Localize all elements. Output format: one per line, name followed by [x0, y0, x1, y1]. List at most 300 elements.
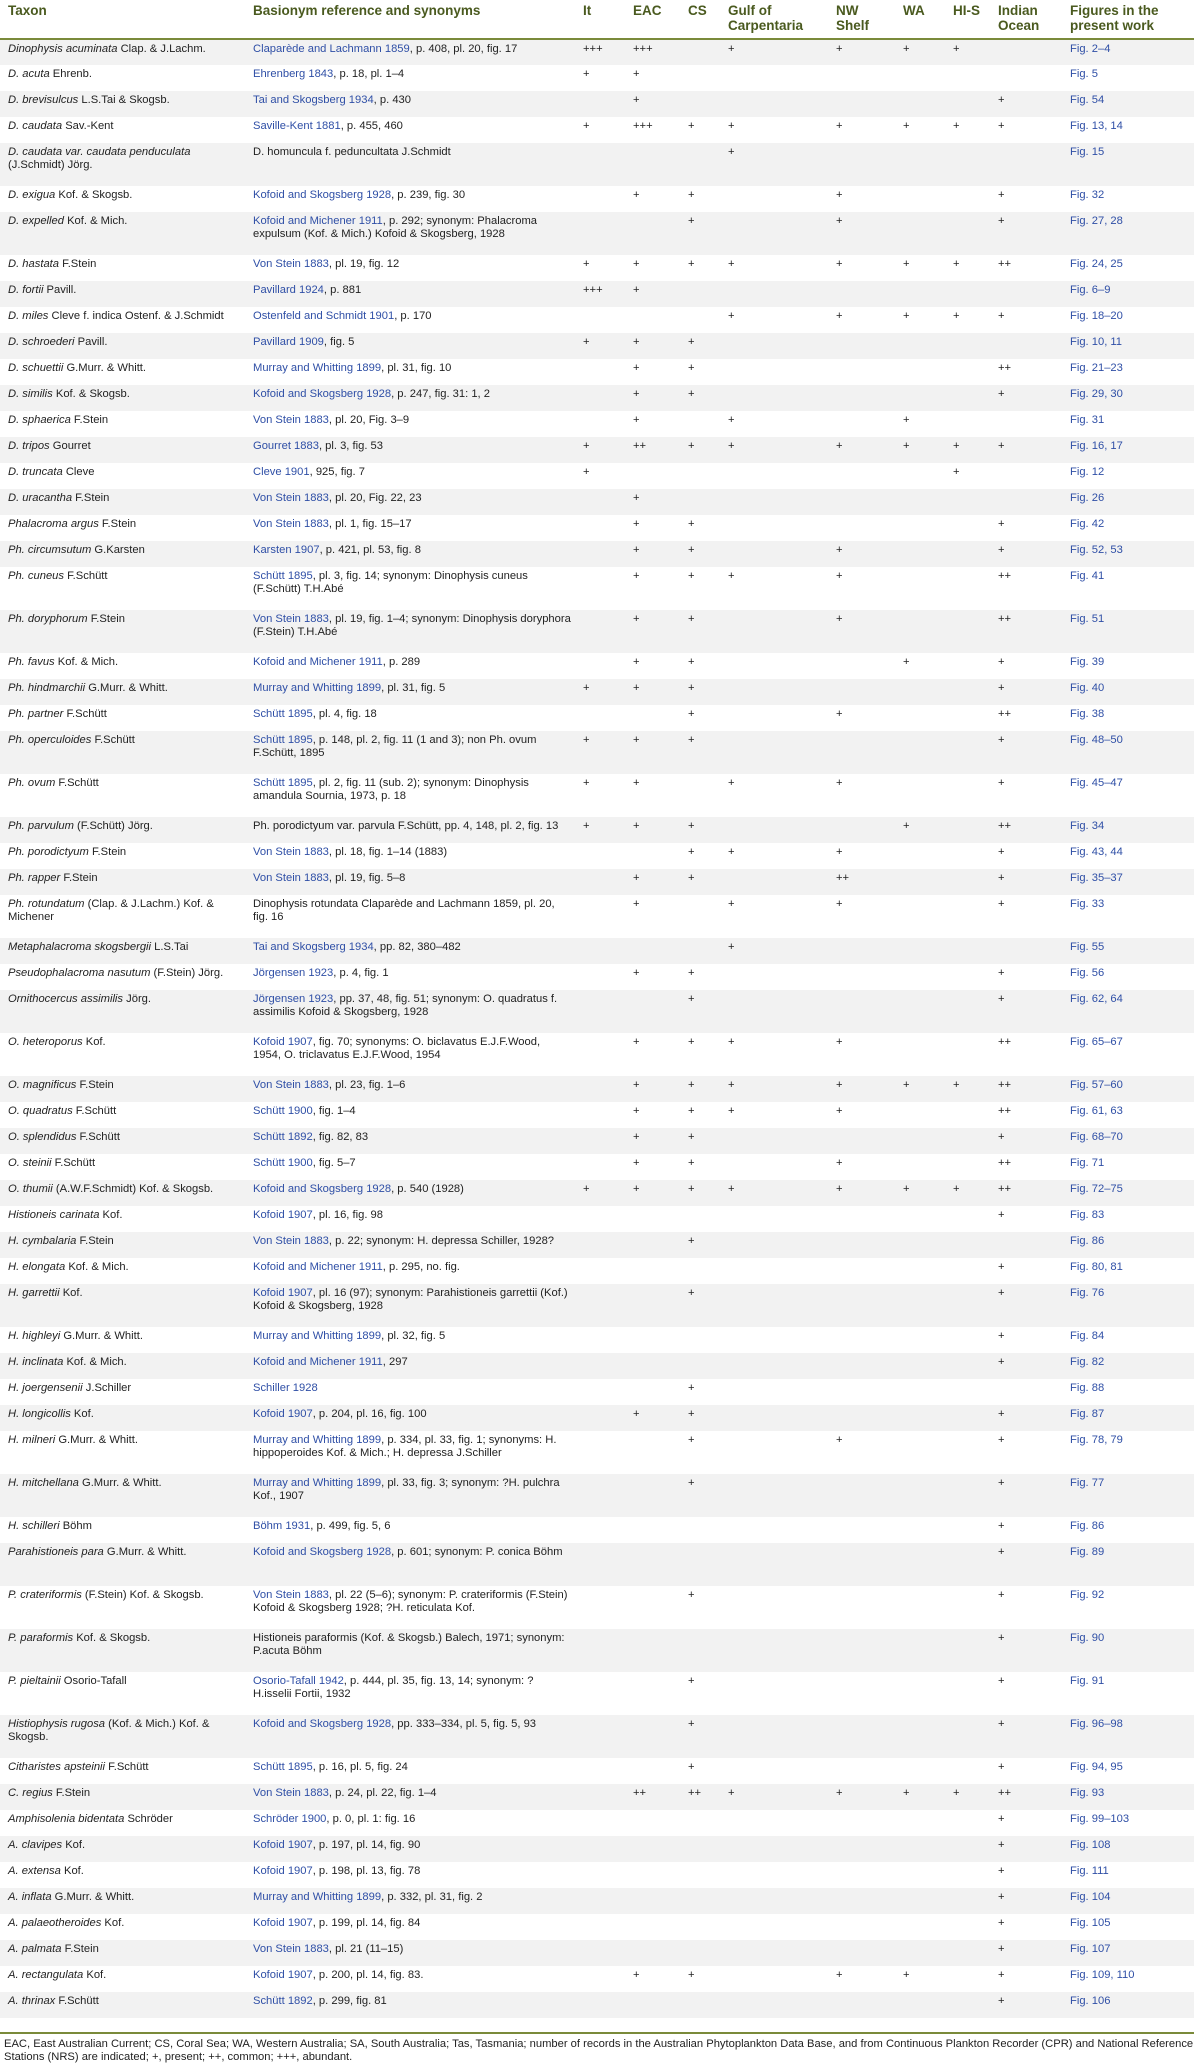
- record-cell: [720, 653, 828, 679]
- figure-link[interactable]: Fig. 6–9: [1062, 281, 1194, 307]
- record-cell: +: [990, 437, 1062, 463]
- reference-link[interactable]: Ostenfeld and Schmidt 1901: [253, 310, 395, 322]
- record-cell: [895, 1232, 945, 1258]
- record-cell: [895, 964, 945, 990]
- reference-link[interactable]: Kofoid and Michener 1911: [253, 1261, 383, 1273]
- reference-link[interactable]: Böhm 1931: [253, 1520, 311, 1532]
- record-cell: [720, 990, 828, 1033]
- taxon-author: G.Murr. & Whitt.: [58, 1434, 138, 1446]
- record-cell: [720, 212, 828, 255]
- reference-link[interactable]: Cleve 1901: [253, 466, 310, 478]
- figure-link[interactable]: Fig. 12: [1062, 463, 1194, 489]
- record-cell: [945, 489, 990, 515]
- record-cell: +: [945, 1076, 990, 1102]
- figure-link[interactable]: Fig. 2–4: [1062, 39, 1194, 65]
- record-cell: ++: [990, 1180, 1062, 1206]
- table-row: [0, 385, 1194, 411]
- record-cell: +: [625, 1128, 680, 1154]
- reference-detail: , pl. 32, fig. 5: [381, 1330, 446, 1342]
- figure-link[interactable]: Fig. 24, 25: [1062, 255, 1194, 281]
- taxon-epithet: steinii: [22, 1157, 52, 1169]
- basionym-cell: [245, 437, 575, 463]
- record-cell: ++: [990, 610, 1062, 653]
- figure-link[interactable]: Fig. 15: [1062, 143, 1194, 186]
- figure-link[interactable]: Fig. 29, 30: [1062, 385, 1194, 411]
- figure-link[interactable]: Fig. 10, 11: [1062, 333, 1194, 359]
- taxon-author: G.Murr. & Whitt.: [88, 682, 168, 694]
- taxon-cell: [0, 186, 245, 212]
- reference-detail: , p. 170: [394, 310, 432, 322]
- reference-link[interactable]: Von Stein 1883: [253, 846, 329, 858]
- record-cell: [720, 385, 828, 411]
- figure-link[interactable]: Fig. 111: [1062, 1862, 1194, 1888]
- reference-link[interactable]: Murray and Whitting 1899: [253, 362, 382, 374]
- reference-link[interactable]: Kofoid and Michener 1911: [253, 1356, 383, 1368]
- taxon-cell: [0, 117, 245, 143]
- reference-link[interactable]: Gourret 1883: [253, 440, 319, 452]
- reference-link[interactable]: Osorio-Tafall 1942: [253, 1675, 344, 1687]
- reference-detail: , pl. 18, fig. 1–14 (1883): [328, 846, 448, 858]
- record-cell: +: [720, 143, 828, 186]
- record-cell: +: [895, 1966, 945, 1992]
- figure-link[interactable]: Fig. 107: [1062, 1940, 1194, 1966]
- record-cell: +: [625, 1102, 680, 1128]
- figure-link[interactable]: Fig. 5: [1062, 65, 1194, 91]
- table-row: [0, 964, 1194, 990]
- reference-detail: , pl. 3, fig. 53: [318, 440, 383, 452]
- reference-link[interactable]: Ehrenberg 1843: [253, 68, 334, 80]
- table-row: [0, 117, 1194, 143]
- figure-link[interactable]: Fig. 106: [1062, 1992, 1194, 2018]
- reference-detail: , p. 18, pl. 1–4: [333, 68, 405, 80]
- record-cell: +: [680, 385, 720, 411]
- record-cell: +: [828, 567, 895, 610]
- figure-link[interactable]: Fig. 92: [1062, 1586, 1194, 1629]
- basionym-cell: [245, 653, 575, 679]
- record-cell: +: [990, 541, 1062, 567]
- record-cell: +: [720, 1076, 828, 1102]
- reference-link[interactable]: Karsten 1907: [253, 544, 320, 556]
- figure-link[interactable]: Fig. 105: [1062, 1914, 1194, 1940]
- figure-link[interactable]: Fig. 40: [1062, 679, 1194, 705]
- figure-link[interactable]: Fig. 16, 17: [1062, 437, 1194, 463]
- record-cell: [945, 1284, 990, 1327]
- record-cell: +: [575, 255, 625, 281]
- record-cell: [828, 1758, 895, 1784]
- figure-link[interactable]: Fig. 108: [1062, 1836, 1194, 1862]
- taxon-epithet: skogsbergii: [94, 941, 152, 953]
- record-cell: +: [720, 307, 828, 333]
- record-cell: +: [828, 1784, 895, 1810]
- taxon-cell: [0, 869, 245, 895]
- reference-detail: , pp. 37, 48, fig. 51; synonym: O. quadratus f. assimilis Kofoid & Skogsberg, 1928: [253, 993, 558, 1018]
- figure-link[interactable]: Fig. 57–60: [1062, 1076, 1194, 1102]
- col-header-nw-shelf: NW Shelf: [828, 0, 895, 39]
- reference-link[interactable]: Kofoid and Skogsberg 1928: [253, 388, 392, 400]
- figure-link[interactable]: Fig. 13, 14: [1062, 117, 1194, 143]
- figure-link[interactable]: Fig. 54: [1062, 91, 1194, 117]
- record-cell: [828, 385, 895, 411]
- record-cell: [680, 1206, 720, 1232]
- reference-detail: , p. 148, pl. 2, fig. 11 (1 and 3); non Ph. ovum F.Schütt, 1895: [253, 734, 537, 759]
- record-cell: [895, 1940, 945, 1966]
- figure-link[interactable]: Fig. 35–37: [1062, 869, 1194, 895]
- reference-link[interactable]: Murray and Whitting 1899: [253, 1434, 382, 1446]
- record-cell: [680, 1810, 720, 1836]
- taxon-epithet: highleyi: [22, 1330, 61, 1342]
- reference-detail: , pl. 1, fig. 15–17: [328, 518, 412, 530]
- col-header-gulf: Gulf of Carpentaria: [720, 0, 828, 39]
- taxon-genus: Ph.: [8, 898, 25, 910]
- reference-link[interactable]: Jörgensen 1923: [253, 967, 334, 979]
- record-cell: [575, 1966, 625, 1992]
- record-cell: [575, 1076, 625, 1102]
- reference-link[interactable]: Pavillard 1909: [253, 336, 324, 348]
- taxon-cell: [0, 1758, 245, 1784]
- reference-link[interactable]: Von Stein 1883: [253, 1943, 329, 1955]
- taxon-epithet: mitchellana: [22, 1477, 79, 1489]
- taxon-cell: [0, 281, 245, 307]
- record-cell: [895, 1914, 945, 1940]
- reference-link[interactable]: Murray and Whitting 1899: [253, 1477, 382, 1489]
- record-cell: +: [680, 1284, 720, 1327]
- reference-link[interactable]: Kofoid 1907: [253, 1408, 313, 1420]
- record-cell: [720, 541, 828, 567]
- record-cell: [945, 774, 990, 817]
- reference-link[interactable]: Kofoid and Skogsberg 1928: [253, 1546, 392, 1558]
- figure-link[interactable]: Fig. 34: [1062, 817, 1194, 843]
- record-cell: [575, 1232, 625, 1258]
- figure-link[interactable]: Fig. 90: [1062, 1629, 1194, 1672]
- reference-link[interactable]: Kofoid 1907: [253, 1969, 313, 1981]
- table-row: [0, 437, 1194, 463]
- table-row: [0, 1888, 1194, 1914]
- record-cell: +: [990, 1940, 1062, 1966]
- record-cell: [895, 1992, 945, 2018]
- figure-link[interactable]: Fig. 21–23: [1062, 359, 1194, 385]
- basionym-cell: [245, 869, 575, 895]
- taxon-epithet: similis: [22, 388, 53, 400]
- basionym-cell: [245, 1715, 575, 1758]
- figure-link[interactable]: Fig. 82: [1062, 1353, 1194, 1379]
- taxon-author: Ehrenb.: [52, 68, 92, 80]
- basionym-cell: [245, 1405, 575, 1431]
- taxon-genus: O.: [8, 1105, 20, 1117]
- reference-detail: , p. 444, pl. 35, fig. 13, 14; synonym: ?H.isselii Fortii, 1932: [253, 1675, 534, 1700]
- figure-link[interactable]: Fig. 26: [1062, 489, 1194, 515]
- record-cell: [895, 610, 945, 653]
- record-cell: [575, 1327, 625, 1353]
- figure-link[interactable]: Fig. 51: [1062, 610, 1194, 653]
- figure-link[interactable]: Fig. 38: [1062, 705, 1194, 731]
- figure-link[interactable]: Fig. 31: [1062, 411, 1194, 437]
- record-cell: [720, 359, 828, 385]
- record-cell: [575, 91, 625, 117]
- taxon-cell: [0, 1862, 245, 1888]
- record-cell: [720, 1284, 828, 1327]
- reference-link[interactable]: Schütt 1895: [253, 777, 313, 789]
- basionym-cell: [245, 1888, 575, 1914]
- figure-link[interactable]: Fig. 86: [1062, 1232, 1194, 1258]
- reference-link[interactable]: Kofoid and Skogsberg 1928: [253, 189, 392, 201]
- reference-link[interactable]: Schröder 1900: [253, 1813, 327, 1825]
- record-cell: [720, 1258, 828, 1284]
- reference-link[interactable]: Kofoid and Skogsberg 1928: [253, 1718, 392, 1730]
- figure-link[interactable]: Fig. 96–98: [1062, 1715, 1194, 1758]
- reference-link[interactable]: Von Stein 1883: [253, 872, 329, 884]
- record-cell: [945, 65, 990, 91]
- basionym-cell: [245, 705, 575, 731]
- table-row: [0, 359, 1194, 385]
- reference-link[interactable]: Schütt 1895: [253, 1761, 313, 1773]
- record-cell: +: [990, 1810, 1062, 1836]
- figure-link[interactable]: Fig. 55: [1062, 938, 1194, 964]
- taxon-author: F.Schütt: [58, 777, 99, 789]
- reference-link[interactable]: Schütt 1895: [253, 708, 313, 720]
- figure-link[interactable]: Fig. 86: [1062, 1517, 1194, 1543]
- reference-link[interactable]: Kofoid 1907: [253, 1917, 313, 1929]
- figure-link[interactable]: Fig. 88: [1062, 1379, 1194, 1405]
- reference-link[interactable]: Kofoid and Skogsberg 1928: [253, 1183, 392, 1195]
- figure-link[interactable]: Fig. 41: [1062, 567, 1194, 610]
- table-row: [0, 411, 1194, 437]
- record-cell: [828, 938, 895, 964]
- taxon-epithet: rugosa: [70, 1718, 106, 1730]
- reference-link[interactable]: Von Stein 1883: [253, 1589, 329, 1601]
- record-cell: [990, 281, 1062, 307]
- reference-link[interactable]: Schütt 1900: [253, 1105, 313, 1117]
- taxon-cell: [0, 1353, 245, 1379]
- reference-link[interactable]: Von Stein 1883: [253, 518, 329, 530]
- record-cell: +: [680, 653, 720, 679]
- taxon-author: Kof.: [102, 1209, 123, 1221]
- basionym-cell: [245, 1180, 575, 1206]
- reference-link[interactable]: Claparède and Lachmann 1859: [253, 43, 410, 55]
- record-cell: [828, 333, 895, 359]
- figure-link[interactable]: Fig. 65–67: [1062, 1033, 1194, 1076]
- record-cell: [625, 1810, 680, 1836]
- record-cell: +: [625, 610, 680, 653]
- reference-link[interactable]: Murray and Whitting 1899: [253, 1891, 382, 1903]
- record-cell: +: [625, 567, 680, 610]
- taxon-genus: D.: [8, 362, 20, 374]
- record-cell: +: [720, 1180, 828, 1206]
- record-cell: [895, 65, 945, 91]
- figure-link[interactable]: Fig. 71: [1062, 1154, 1194, 1180]
- taxon-genus: H.: [8, 1261, 20, 1273]
- figure-link[interactable]: Fig. 78, 79: [1062, 1431, 1194, 1474]
- reference-link[interactable]: Kofoid 1907: [253, 1287, 313, 1299]
- record-cell: +: [828, 1033, 895, 1076]
- reference-link[interactable]: Schiller 1928: [253, 1382, 318, 1394]
- figure-link[interactable]: Fig. 43, 44: [1062, 843, 1194, 869]
- taxon-epithet: partner: [27, 708, 64, 720]
- figure-link[interactable]: Fig. 76: [1062, 1284, 1194, 1327]
- table-row: [0, 65, 1194, 91]
- record-cell: [680, 65, 720, 91]
- figure-link[interactable]: Fig. 61, 63: [1062, 1102, 1194, 1128]
- figure-link[interactable]: Fig. 93: [1062, 1784, 1194, 1810]
- record-cell: +: [990, 186, 1062, 212]
- figure-link[interactable]: Fig. 80, 81: [1062, 1258, 1194, 1284]
- taxon-author: L.S.Tai: [154, 941, 189, 953]
- record-cell: [575, 1810, 625, 1836]
- record-cell: [680, 1327, 720, 1353]
- record-cell: [575, 1258, 625, 1284]
- table-row: [0, 731, 1194, 774]
- reference-link[interactable]: Kofoid 1907: [253, 1209, 313, 1221]
- figure-link[interactable]: Fig. 32: [1062, 186, 1194, 212]
- figure-link[interactable]: Fig. 89: [1062, 1543, 1194, 1586]
- table-row: [0, 541, 1194, 567]
- record-cell: [625, 705, 680, 731]
- taxon-genus: H.: [8, 1287, 20, 1299]
- reference-link[interactable]: Kofoid and Michener 1911: [253, 215, 383, 227]
- reference-link[interactable]: Tai and Skogsberg 1934: [253, 94, 374, 106]
- reference-link[interactable]: Tai and Skogsberg 1934: [253, 941, 374, 953]
- record-cell: ++: [990, 359, 1062, 385]
- record-cell: [828, 990, 895, 1033]
- figure-link[interactable]: Fig. 94, 95: [1062, 1758, 1194, 1784]
- taxon-genus: P.: [8, 1589, 18, 1601]
- record-cell: [895, 212, 945, 255]
- table-row: [0, 990, 1194, 1033]
- taxon-cell: [0, 212, 245, 255]
- taxon-epithet: fortii: [22, 284, 44, 296]
- reference-link[interactable]: Von Stein 1883: [253, 1235, 329, 1247]
- table-row: [0, 1128, 1194, 1154]
- taxon-genus: D.: [8, 120, 20, 132]
- record-cell: [945, 359, 990, 385]
- reference-link[interactable]: Schütt 1900: [253, 1157, 313, 1169]
- taxon-author: Kof.: [63, 1865, 84, 1877]
- record-cell: [945, 1940, 990, 1966]
- record-cell: +: [990, 774, 1062, 817]
- reference-link[interactable]: Saville-Kent 1881: [253, 120, 341, 132]
- reference-link[interactable]: Schütt 1895: [253, 570, 313, 582]
- figure-link[interactable]: Fig. 18–20: [1062, 307, 1194, 333]
- record-cell: [720, 333, 828, 359]
- taxon-author: G.Murr. & Whitt.: [63, 1330, 143, 1342]
- taxon-author: Cleve f. indica Ostenf. & J.Schmidt: [51, 310, 224, 322]
- reference-detail: , pl. 31, fig. 5: [381, 682, 446, 694]
- taxon-author: Kof.: [104, 1917, 125, 1929]
- reference-link[interactable]: Kofoid 1907: [253, 1036, 313, 1048]
- taxon-epithet: tripos: [22, 440, 50, 452]
- reference-link[interactable]: Von Stein 1883: [253, 258, 329, 270]
- figure-link[interactable]: Fig. 84: [1062, 1327, 1194, 1353]
- figure-link[interactable]: Fig. 99–103: [1062, 1810, 1194, 1836]
- figure-link[interactable]: Fig. 52, 53: [1062, 541, 1194, 567]
- record-cell: [895, 91, 945, 117]
- record-cell: +: [680, 1405, 720, 1431]
- figure-link[interactable]: Fig. 33: [1062, 895, 1194, 938]
- taxon-cell: [0, 541, 245, 567]
- taxon-cell: [0, 359, 245, 385]
- figure-link[interactable]: Fig. 27, 28: [1062, 212, 1194, 255]
- table-row: [0, 843, 1194, 869]
- figure-link[interactable]: Fig. 45–47: [1062, 774, 1194, 817]
- reference-detail: , p. 0, pl. 1: fig. 16: [326, 1813, 416, 1825]
- record-cell: ++: [990, 1154, 1062, 1180]
- record-cell: +: [625, 1180, 680, 1206]
- record-cell: [895, 843, 945, 869]
- record-cell: [945, 186, 990, 212]
- record-cell: [680, 1914, 720, 1940]
- reference-detail: , p. 881: [323, 284, 362, 296]
- figure-link[interactable]: Fig. 42: [1062, 515, 1194, 541]
- record-cell: +: [625, 489, 680, 515]
- figure-link[interactable]: Fig. 48–50: [1062, 731, 1194, 774]
- figure-link[interactable]: Fig. 77: [1062, 1474, 1194, 1517]
- reference-link[interactable]: Von Stein 1883: [253, 1079, 329, 1091]
- reference-link[interactable]: Murray and Whitting 1899: [253, 682, 382, 694]
- record-cell: [720, 1405, 828, 1431]
- reference-link[interactable]: Kofoid and Michener 1911: [253, 656, 383, 668]
- reference-link[interactable]: Pavillard 1924: [253, 284, 324, 296]
- taxon-cell: [0, 1784, 245, 1810]
- record-cell: +: [680, 731, 720, 774]
- figure-link[interactable]: Fig. 39: [1062, 653, 1194, 679]
- record-cell: +: [625, 411, 680, 437]
- figure-link[interactable]: Fig. 109, 110: [1062, 1966, 1194, 1992]
- reference-link[interactable]: Von Stein 1883: [253, 613, 329, 625]
- figure-link[interactable]: Fig. 68–70: [1062, 1128, 1194, 1154]
- reference-link[interactable]: Schütt 1892: [253, 1995, 313, 2007]
- reference-link[interactable]: Von Stein 1883: [253, 1787, 329, 1799]
- basionym-cell: [245, 1154, 575, 1180]
- record-cell: [895, 186, 945, 212]
- figure-link[interactable]: Fig. 72–75: [1062, 1180, 1194, 1206]
- record-cell: +: [680, 843, 720, 869]
- table-row: [0, 281, 1194, 307]
- reference-detail: , pl. 16 (97); synonym: Parahistioneis garrettii (Kof.) Kofoid & Skogsberg, 1928: [253, 1287, 568, 1312]
- record-cell: [575, 1784, 625, 1810]
- record-cell: [828, 1672, 895, 1715]
- figure-link[interactable]: Fig. 104: [1062, 1888, 1194, 1914]
- reference-link[interactable]: Von Stein 1883: [253, 414, 329, 426]
- record-cell: [895, 679, 945, 705]
- figure-link[interactable]: Fig. 91: [1062, 1672, 1194, 1715]
- reference-link[interactable]: Murray and Whitting 1899: [253, 1330, 382, 1342]
- taxon-epithet: operculoides: [27, 734, 92, 746]
- record-cell: +: [945, 1180, 990, 1206]
- basionym-cell: [245, 1033, 575, 1076]
- taxon-author: G.Murr. & Whitt.: [54, 1891, 135, 1903]
- reference-detail: , pl. 20, Fig. 3–9: [328, 414, 410, 426]
- figure-link[interactable]: Fig. 56: [1062, 964, 1194, 990]
- reference-link[interactable]: Jörgensen 1923: [253, 993, 334, 1005]
- basionym-cell: [245, 1128, 575, 1154]
- taxon-author: Schröder: [127, 1813, 173, 1825]
- taxon-author: F.Stein: [90, 613, 125, 625]
- record-cell: [945, 817, 990, 843]
- reference-link[interactable]: Schütt 1895: [253, 734, 313, 746]
- taxon-epithet: thumii: [22, 1183, 53, 1195]
- record-cell: [895, 1862, 945, 1888]
- figure-link[interactable]: Fig. 87: [1062, 1405, 1194, 1431]
- figure-link[interactable]: Fig. 62, 64: [1062, 990, 1194, 1033]
- record-cell: [720, 610, 828, 653]
- reference-link[interactable]: Kofoid 1907: [253, 1839, 313, 1851]
- record-cell: [680, 489, 720, 515]
- record-cell: +: [625, 1405, 680, 1431]
- reference-link[interactable]: Von Stein 1883: [253, 492, 329, 504]
- figure-link[interactable]: Fig. 83: [1062, 1206, 1194, 1232]
- reference-link[interactable]: Kofoid 1907: [253, 1865, 313, 1877]
- reference-link[interactable]: Schütt 1892: [253, 1131, 313, 1143]
- record-cell: [575, 1586, 625, 1629]
